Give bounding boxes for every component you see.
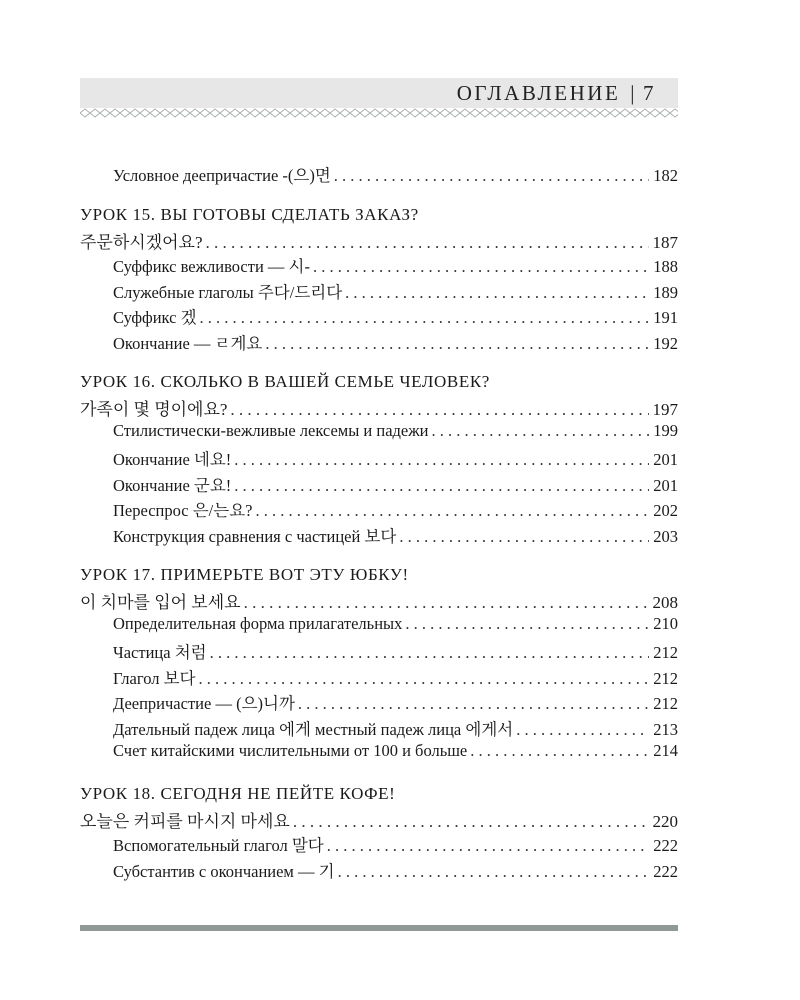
dot-leader [327,836,650,856]
dot-leader [210,643,650,663]
lesson-title: УРОК 18. СЕГОДНЯ НЕ ПЕЙТЕ КОФЕ! [80,783,396,803]
dot-leader [516,720,649,740]
lesson-phrase-entry[interactable] [80,588,678,614]
toc-entry-page: 222 [653,836,678,855]
dot-leader [313,257,649,277]
toc-entry-page: 212 [653,643,678,662]
toc-entry-label: 가족이 몇 명이에요? [80,400,228,419]
lesson-title: УРОК 15. ВЫ ГОТОВЫ СДЕЛАТЬ ЗАКАЗ? [80,204,419,224]
toc-entry-label: Стилистически-вежливые лексемы и падежи [113,420,429,440]
header-page-number: 7 [643,81,656,105]
toc-entry-page: 189 [653,282,678,302]
dot-leader [206,233,649,253]
table-of-contents [80,162,678,883]
dot-leader [399,527,649,547]
toc-entry-label: Деепричастие — (으)니까 [113,694,295,713]
toc-entry-label: 오늘은 커피를 마시지 마세요 [80,811,290,831]
dot-leader [234,476,649,496]
toc-entry-label: Окончание — ㄹ게요 [113,333,263,353]
toc-entry-page: 188 [653,257,678,276]
dot-leader [338,862,650,882]
toc-entry[interactable] [80,421,678,447]
dot-leader [405,614,649,634]
toc-entry[interactable] [80,279,678,305]
toc-entry-page: 214 [653,741,678,760]
toc-entry[interactable] [80,253,678,279]
dot-leader [244,593,649,613]
toc-entry[interactable] [80,639,678,665]
dot-leader [234,450,649,470]
dot-leader [298,694,649,714]
toc-entry-page: 210 [653,613,678,633]
toc-entry-label: 주문하시겠어요? [80,232,203,252]
dot-leader [334,166,649,186]
dot-leader [470,741,649,761]
lesson-phrase-entry[interactable] [80,395,678,421]
toc-entry[interactable] [80,741,678,767]
toc-entry-label: Служебные глаголы 주다/드리다 [113,282,343,302]
toc-entry[interactable] [80,716,678,742]
lesson-phrase-entry[interactable] [80,228,678,254]
toc-entry[interactable] [80,614,678,640]
toc-entry[interactable] [80,446,678,472]
toc-entry-page: 213 [653,719,678,739]
toc-entry-page: 182 [653,166,678,185]
toc-entry-page: 197 [652,400,678,419]
toc-entry-label: Определительная форма прилагательных [113,613,403,633]
toc-entry-page: 220 [652,811,678,831]
toc-entry-label: 이 치마를 입어 보세요 [80,593,241,612]
toc-entry[interactable] [80,523,678,549]
toc-entry[interactable] [80,497,678,523]
dot-leader [200,308,650,328]
toc-entry[interactable] [80,858,678,884]
toc-entry[interactable] [80,832,678,858]
toc-entry-page: 192 [653,333,678,353]
header-title: ОГЛАВЛЕНИЕ [456,81,621,105]
toc-entry-label: Суффикс 겠 [113,308,197,327]
toc-entry-label: Вспомогательный глагол 말다 [113,836,324,855]
toc-entry-label: Окончание 네요! [113,450,232,469]
ornamental-border [80,108,678,118]
dot-leader [345,283,649,303]
toc-entry[interactable] [80,690,678,716]
toc-entry-label: Счет китайскими числительными от 100 и больше [113,741,468,760]
lesson-title: УРОК 17. ПРИМЕРЬТЕ ВОТ ЭТУ ЮБКУ! [80,565,409,584]
toc-entry-label: Конструкция сравнения с частицей 보다 [113,526,397,546]
toc-entry-page: 222 [653,861,678,881]
toc-entry-page: 201 [653,450,678,469]
toc-entry-label: Окончание 군요! [113,475,232,495]
toc-entry-page: 208 [652,593,678,612]
toc-entry-page: 201 [653,475,678,495]
toc-entry-label: Условное деепричастие -(으)면 [113,166,331,185]
toc-entry-label: Частица 처럼 [113,643,207,662]
toc-entry[interactable] [80,472,678,498]
toc-entry-label: Глагол 보다 [113,668,196,688]
lesson-phrase-entry[interactable] [80,807,678,833]
toc-entry-page: 191 [653,308,678,327]
toc-entry-label: Субстантив с окончанием — 기 [113,861,335,881]
toc-entry-page: 187 [652,232,678,252]
toc-entry-page: 212 [653,694,678,713]
toc-entry[interactable] [80,665,678,691]
toc-entry[interactable] [80,304,678,330]
header-text [457,81,656,106]
header-separator: | [630,81,637,105]
dot-leader [265,334,649,354]
dot-leader [293,812,649,832]
lesson-title: УРОК 16. СКОЛЬКО В ВАШЕЙ СЕМЬЕ ЧЕЛОВЕК? [80,372,490,391]
toc-entry[interactable] [80,330,678,356]
dot-leader [431,421,649,441]
dot-leader [255,501,649,521]
toc-entry-page: 199 [653,420,678,440]
dot-leader [198,669,649,689]
dot-leader [230,400,648,420]
running-header [80,78,678,108]
toc-entry-label: Дательный падеж лица 에게 местный падеж лица 에게서 [113,719,514,739]
toc-entry-label: Суффикс вежливости — 시- [113,257,310,276]
toc-entry[interactable] [80,162,678,188]
toc-entry-label: Переспрос 은/는요? [113,501,253,520]
toc-entry-page: 212 [653,668,678,688]
footer-rule [80,925,678,931]
toc-entry-page: 202 [653,501,678,520]
toc-entry-page: 203 [653,526,678,546]
